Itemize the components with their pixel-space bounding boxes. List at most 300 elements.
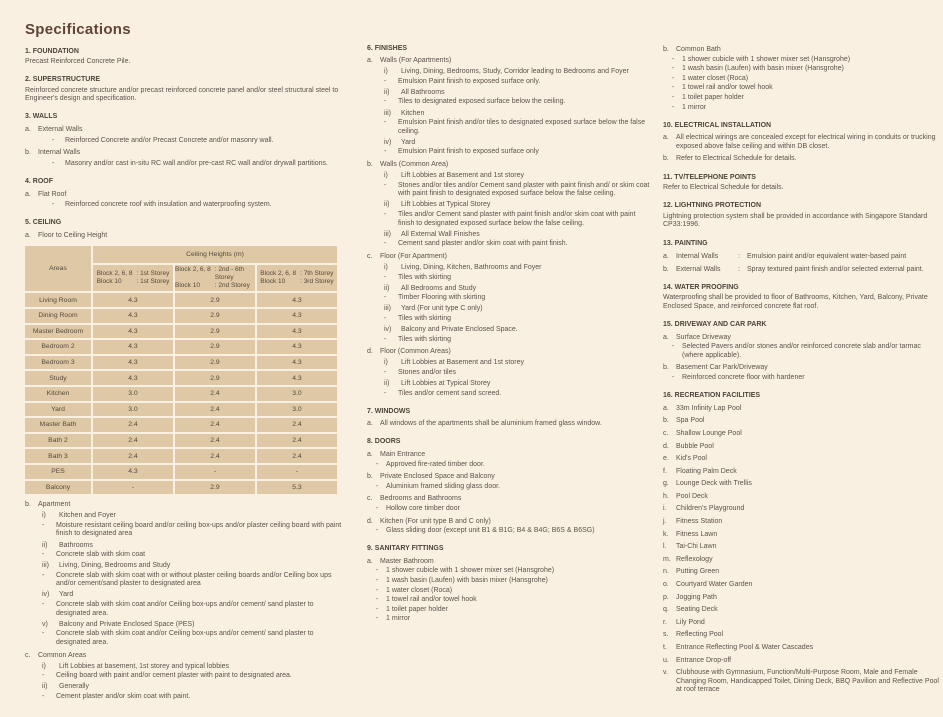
left-column (25, 14, 345, 702)
block-storey-labels (260, 270, 333, 286)
block-storey-labels (175, 266, 255, 290)
table-value-cell: 4.3 (93, 356, 173, 370)
table-row (25, 418, 337, 432)
item-text: 4. ROOF (25, 177, 54, 185)
table-value-cell: - (175, 465, 255, 479)
item-marker: a. (367, 450, 373, 458)
dash-item (672, 56, 943, 65)
item-text: 1 toilet paper holder (386, 605, 448, 613)
item-marker: e. (663, 455, 669, 463)
item-text: 16. RECREATION FACILITIES (663, 392, 761, 400)
roman-item (384, 305, 653, 314)
roman-item (384, 68, 653, 77)
section-heading (367, 45, 653, 54)
dash-item (376, 596, 653, 605)
item-marker: ii) (42, 683, 48, 691)
item-text: Concrete slab with skim coat with or without plaster ceiling boards and/or Ceiling box ups and/or cement/sand plaster to designated area (56, 571, 332, 588)
item-text: All Bathrooms (401, 88, 445, 96)
item-marker: iv) (42, 591, 50, 599)
header-text: Block 10 (96, 278, 122, 286)
table-value-cell: 5.3 (257, 481, 337, 495)
item-text: Hollow core timber door (386, 504, 460, 512)
table-area-cell: Yard (25, 403, 91, 417)
item-marker: b. (663, 155, 669, 163)
lettered-item (367, 495, 653, 504)
lettered-item (367, 451, 653, 460)
section-heading (25, 178, 345, 187)
table-value-cell: 4.3 (257, 325, 337, 339)
header-text: : 7th Storey (300, 270, 334, 278)
item-marker: - (376, 460, 379, 468)
table-value-cell: 3.0 (93, 387, 173, 401)
item-text: Concrete slab with skim coat (56, 551, 146, 559)
lettered-item (367, 348, 653, 357)
lettered-item (25, 149, 345, 158)
dash-item (672, 75, 943, 84)
item-text: All electrical wirings are concealed except for electrical wiring in conduits or trucking exposed above false ceiling and within DB closet. (676, 134, 936, 150)
item-marker: ii) (42, 541, 48, 549)
item-marker: u. (663, 656, 669, 664)
item-text: 14. WATER PROOFING (663, 283, 739, 291)
section-heading (25, 76, 345, 85)
dash-item (384, 119, 653, 136)
item-text: Living, Dining, Bedrooms, Study, Corridor leading to Bedrooms and Foyer (401, 68, 629, 76)
lettered-item (663, 480, 943, 489)
table-area-cell: Master Bedroom (25, 325, 91, 339)
table-row (25, 403, 337, 417)
item-text: 3. WALLS (25, 113, 58, 121)
item-text: 1 shower cubicle with 1 shower mixer set (Hansgrohe) (386, 567, 555, 575)
item-text: 11. TV/TELEPHONE POINTS (663, 173, 756, 181)
table-value-cell: 4.3 (257, 356, 337, 370)
dash-item (384, 182, 653, 199)
item-text: Lily Pond (676, 618, 705, 626)
lettered-item (663, 606, 943, 615)
item-text: Kitchen and Foyer (59, 512, 116, 520)
dash-item (384, 390, 653, 399)
item-text: Moisture resistant ceiling board and/or ceiling box-ups and/or plaster ceiling board with paint finish to designated area (56, 521, 342, 538)
item-text: Clubhouse with Gymnasium, Function/Multi-Purpose Room, Male and Female Changing Room, Handicapped Toilet, Dining Deck, BBQ Pavilion and Reflective Pool at roof terrace (676, 669, 939, 694)
item-marker: a. (663, 404, 669, 412)
item-text: External Walls (38, 126, 83, 134)
item-marker: ii) (384, 88, 390, 96)
table-value-cell: - (93, 481, 173, 495)
dash-item (672, 374, 943, 383)
header-text: : 2nd Storey (214, 282, 250, 290)
item-text: Courtyard Water Garden (676, 581, 753, 589)
dash-item (376, 567, 653, 576)
item-marker: p. (663, 593, 669, 601)
item-text: 5. CEILING (25, 219, 62, 227)
item-text: Tiles and/or cement sand screed. (398, 389, 502, 397)
section-heading (663, 392, 943, 401)
item-text: Master Bathroom (380, 557, 434, 565)
dash-item (672, 65, 943, 74)
dash-item (42, 601, 345, 618)
item-text: Lift Lobbies at Typical Storey (401, 380, 491, 387)
item-text: Reinforced Concrete and/or Precast Concrete and/or masonry wall. (65, 136, 274, 144)
table-area-cell: Bath 2 (25, 434, 91, 448)
item-text: 1 water closet (Roca) (682, 74, 749, 82)
dash-item (672, 94, 943, 103)
dash-item (672, 84, 943, 93)
item-marker: - (384, 335, 387, 343)
table-value-cell: 2.4 (175, 403, 255, 417)
item-marker: ii) (384, 201, 390, 209)
lettered-item (663, 505, 943, 514)
roman-item (384, 285, 653, 294)
key-value-item (663, 266, 943, 275)
item-text: 1 toilet paper holder (682, 93, 744, 101)
item-text: Shallow Lounge Pool (676, 429, 742, 437)
dash-item (52, 137, 345, 146)
table-area-cell: Balcony (25, 481, 91, 495)
item-text: Bubble Pool (676, 442, 714, 450)
item-marker: - (42, 571, 45, 579)
item-text: Generally (59, 683, 89, 691)
table-value-cell: 2.4 (175, 434, 255, 448)
item-marker: - (376, 567, 379, 575)
table-value-cell: 2.9 (175, 309, 255, 323)
item-marker: - (376, 577, 379, 584)
lettered-item (25, 652, 345, 661)
lettered-item (25, 191, 345, 200)
item-text: Lounge Deck with Trellis (676, 480, 752, 488)
item-text: Fitness Lawn (676, 530, 718, 538)
table-area-cell: PES (25, 465, 91, 479)
section-heading (663, 122, 943, 131)
table-area-cell: Bedroom 2 (25, 340, 91, 354)
item-marker: b. (25, 149, 31, 157)
table-area-cell: Bedroom 3 (25, 356, 91, 370)
roman-item (384, 359, 653, 368)
lettered-item (367, 473, 653, 482)
item-text: Balcony and Private Enclosed Space (PES) (59, 620, 195, 628)
item-marker: iii) (384, 230, 391, 238)
roman-item (384, 110, 653, 119)
item-marker: d. (367, 348, 373, 356)
section-heading (663, 202, 943, 211)
table-row (25, 434, 337, 448)
item-marker: - (376, 482, 379, 490)
item-marker: - (384, 77, 387, 85)
table-row (25, 481, 337, 495)
item-marker: - (672, 374, 675, 382)
item-text: Reinforced concrete floor with hardener (682, 374, 805, 382)
item-text: Lift Lobbies at Basement and 1st storey (401, 359, 524, 367)
header-text: Block 2, 6, 8 (96, 270, 133, 278)
lettered-item (367, 558, 653, 567)
table-value-cell: 4.3 (93, 293, 173, 307)
lettered-item (663, 443, 943, 452)
item-text: Tiles with skirting (398, 314, 452, 322)
item-text: 1 towel rail and/or towel hook (682, 84, 773, 92)
item-marker: - (672, 55, 675, 63)
lettered-item (367, 420, 653, 429)
item-marker: - (384, 240, 387, 248)
item-value: Emulsion paint and/or equivalent water-based paint (747, 252, 907, 260)
table-area-cell: Master Bath (25, 418, 91, 432)
dash-item (384, 274, 653, 283)
item-text: Concrete slab with skim coat and/or Ceiling box-ups and/or cement/ sand plaster to designated area. (56, 601, 314, 617)
item-marker: iii) (384, 305, 391, 313)
item-text: All Bedrooms and Study (401, 284, 477, 292)
item-marker: b. (367, 161, 373, 169)
lettered-item (663, 631, 943, 640)
item-marker: - (384, 181, 387, 189)
dash-item (672, 343, 943, 360)
item-marker: k. (663, 530, 669, 538)
table-value-cell: 3.0 (257, 403, 337, 417)
item-marker: - (52, 201, 55, 209)
item-marker: - (42, 692, 45, 700)
paragraph (25, 87, 345, 104)
dash-item (376, 505, 653, 514)
header-text: Block 10 (175, 282, 200, 290)
item-marker: l. (663, 543, 667, 551)
lettered-item (663, 581, 943, 590)
roman-item (384, 201, 653, 210)
item-text: Approved fire-rated timber door. (386, 460, 485, 468)
item-text: 12. LIGHTNING PROTECTION (663, 202, 762, 210)
lettered-item (367, 253, 653, 262)
item-text: Tiles with skirting (398, 335, 452, 343)
table-value-cell: 2.4 (175, 387, 255, 401)
item-marker: iv) (384, 326, 392, 334)
lettered-item (663, 134, 943, 151)
paragraph (663, 294, 943, 311)
roman-item (384, 172, 653, 181)
item-text: 1 mirror (386, 615, 411, 623)
table-value-cell: 4.3 (257, 309, 337, 323)
item-marker: a. (663, 134, 669, 142)
table-value-cell: 2.4 (175, 418, 255, 432)
item-marker: a. (663, 333, 669, 341)
item-text: Kid's Pool (676, 455, 707, 463)
item-text: Floor (Common Areas) (380, 348, 451, 356)
table-value-cell: 2.9 (175, 356, 255, 370)
lettered-item (663, 46, 943, 55)
page-title: Specifications (25, 21, 131, 38)
block-storey-labels (97, 270, 170, 286)
header-text: Block 2, 6, 8 (175, 266, 211, 274)
item-text: Jogging Path (676, 593, 717, 601)
header-text: : 1st Storey (136, 278, 170, 286)
header-text: : 2nd - 6th Storey (214, 266, 245, 282)
item-text: Living, Dining, Bedrooms and Study (59, 562, 171, 570)
dash-item (42, 551, 345, 560)
dash-item (42, 522, 345, 539)
item-text: Internal Walls (38, 149, 81, 157)
item-text: Lift Lobbies at Typical Storey (401, 201, 491, 209)
item-text: 7. WINDOWS (367, 407, 411, 415)
item-marker: - (376, 605, 379, 613)
item-marker: - (672, 103, 675, 111)
table-value-cell: 4.3 (257, 371, 337, 385)
item-text: 1 shower cubicle with 1 shower mixer set (Hansgrohe) (682, 55, 851, 63)
section-heading (663, 174, 943, 183)
table-value-cell: 4.3 (93, 309, 173, 323)
item-text: Tai-Chi Lawn (676, 543, 717, 551)
lettered-item (663, 669, 943, 695)
item-marker: - (42, 672, 45, 680)
table-value-cell: 2.9 (175, 325, 255, 339)
table-value-cell: - (257, 465, 337, 479)
item-marker: - (672, 74, 675, 82)
item-text: Refer to Electrical Schedule for details. (663, 184, 784, 192)
lettered-item (663, 619, 943, 628)
item-marker: - (42, 551, 45, 559)
dash-item (384, 148, 653, 157)
item-marker: - (52, 136, 55, 144)
table-value-cell: 2.9 (175, 481, 255, 495)
item-text: Tiles to designated exposed surface below the ceiling. (398, 98, 566, 106)
table-value-cell: 2.9 (175, 340, 255, 354)
roman-item (42, 512, 345, 521)
table-row (25, 465, 337, 479)
roman-item (384, 231, 653, 240)
header-text: Block 10 (260, 278, 286, 286)
item-colon: : (738, 265, 740, 273)
table-column-header (257, 265, 337, 291)
table-row (25, 309, 337, 323)
item-text: Reinforced concrete structure and/or precast reinforced concrete panel and/or steel structural steel to Engineer's design and specification. (25, 86, 339, 103)
item-marker: c. (367, 495, 373, 503)
item-marker: i) (384, 263, 388, 271)
item-marker: d. (663, 442, 669, 450)
item-marker: i) (384, 172, 388, 180)
item-text: Walls (For Apartments) (380, 57, 452, 65)
table-span-header: Ceiling Heights (m) (93, 246, 337, 263)
item-marker: j. (663, 518, 667, 526)
item-text: 8. DOORS (367, 438, 401, 446)
item-marker: s. (663, 631, 669, 639)
dash-item (672, 104, 943, 113)
lettered-item (663, 556, 943, 565)
item-marker: v) (42, 620, 48, 628)
item-text: Lightning protection system shall be provided in accordance with Singapore Standard CP33:1996. (663, 212, 928, 229)
dash-item (376, 587, 653, 596)
item-text: Floor (For Apartment) (380, 252, 447, 260)
section-heading (367, 438, 653, 447)
item-text: Timber Flooring with skirting (398, 294, 486, 302)
item-text: Glass sliding door (except unit B1 & B1G; B4 & B4G; B6S & B6SG) (386, 527, 595, 535)
item-marker: - (384, 148, 387, 156)
lettered-item (367, 518, 653, 527)
item-text: Tiles and/or Cement sand plaster with paint finish and/or skim coat with paint finish to designated exposed surface below the false ceiling. (398, 211, 636, 227)
table-row (25, 340, 337, 354)
dash-item (384, 98, 653, 107)
dash-item (42, 630, 345, 647)
item-marker: - (672, 343, 675, 351)
dash-item (42, 672, 345, 681)
table-row (25, 293, 337, 307)
item-marker: g. (663, 480, 669, 488)
item-text: Emulsion Paint finish to exposed surface only (398, 148, 539, 156)
item-marker: - (376, 586, 379, 594)
item-text: Children's Playground (676, 505, 745, 513)
item-marker: - (42, 601, 45, 609)
roman-item (42, 683, 345, 692)
item-marker: - (672, 65, 675, 73)
lettered-item (663, 155, 943, 164)
item-marker: c. (25, 651, 31, 659)
item-marker: i. (663, 505, 667, 513)
item-marker: a. (25, 231, 31, 239)
item-text: Seating Deck (676, 606, 718, 614)
item-text: 1 wash basin (Laufen) with basin mixer (Hansgrohe) (682, 65, 844, 73)
lettered-item (367, 57, 653, 66)
section-heading (25, 113, 345, 122)
table-value-cell: 2.9 (175, 371, 255, 385)
lettered-item (663, 430, 943, 439)
item-marker: o. (663, 581, 669, 589)
dash-item (42, 572, 345, 589)
right-column (663, 14, 943, 702)
roman-item (384, 380, 653, 389)
item-text: 2. SUPERSTRUCTURE (25, 76, 101, 84)
item-text: Reflexology (676, 555, 713, 563)
table-value-cell: 4.3 (93, 465, 173, 479)
table-value-cell: 3.0 (257, 387, 337, 401)
item-text: Cement plaster and/or skim coat with paint. (56, 692, 191, 700)
roman-item (384, 89, 653, 98)
item-marker: - (376, 527, 379, 535)
item-text: Bedrooms and Bathrooms (380, 495, 462, 503)
item-marker: b. (663, 364, 669, 372)
item-text: 1 wash basin (Laufen) with basin mixer (Hansgrohe) (386, 577, 548, 584)
item-text: Emulsion Paint finish to exposed surface only. (398, 77, 541, 85)
item-text: Bathrooms (59, 541, 93, 549)
item-marker: q. (663, 606, 669, 614)
item-text: Yard (For unit type C only) (401, 305, 483, 313)
dash-item (376, 461, 653, 470)
item-marker: - (42, 521, 45, 529)
table-row (25, 387, 337, 401)
item-text: Tiles with skirting (398, 273, 452, 281)
item-text: Stones and/or tiles (398, 368, 456, 376)
item-marker: f. (663, 467, 667, 475)
roman-item (384, 326, 653, 335)
item-marker: - (384, 98, 387, 106)
item-text: Putting Green (676, 568, 720, 576)
item-text: Yard (59, 591, 74, 599)
item-text: Yard (401, 138, 416, 146)
item-key: External Walls (676, 265, 721, 273)
lettered-item (25, 501, 345, 510)
table-area-cell: Kitchen (25, 387, 91, 401)
item-text: Pool Deck (676, 492, 708, 500)
table-value-cell: 2.4 (93, 449, 173, 463)
lettered-item (663, 644, 943, 653)
table-value-cell: 4.3 (257, 293, 337, 307)
item-marker: - (384, 368, 387, 376)
table-area-cell: Bath 3 (25, 449, 91, 463)
item-marker: ii) (384, 380, 390, 387)
item-text: 6. FINISHES (367, 44, 408, 52)
item-text: Floor to Ceiling Height (38, 231, 108, 239)
dash-item (376, 577, 653, 586)
item-text: Apartment (38, 501, 71, 509)
item-marker: a. (663, 252, 669, 260)
lettered-item (663, 568, 943, 577)
roman-item (384, 264, 653, 273)
section-heading (663, 284, 943, 293)
item-text: Cement sand plaster and/or skim coat with paint finish. (398, 240, 568, 248)
item-marker: - (376, 504, 379, 512)
item-marker: ii) (384, 284, 390, 292)
table-value-cell: 3.0 (93, 403, 173, 417)
